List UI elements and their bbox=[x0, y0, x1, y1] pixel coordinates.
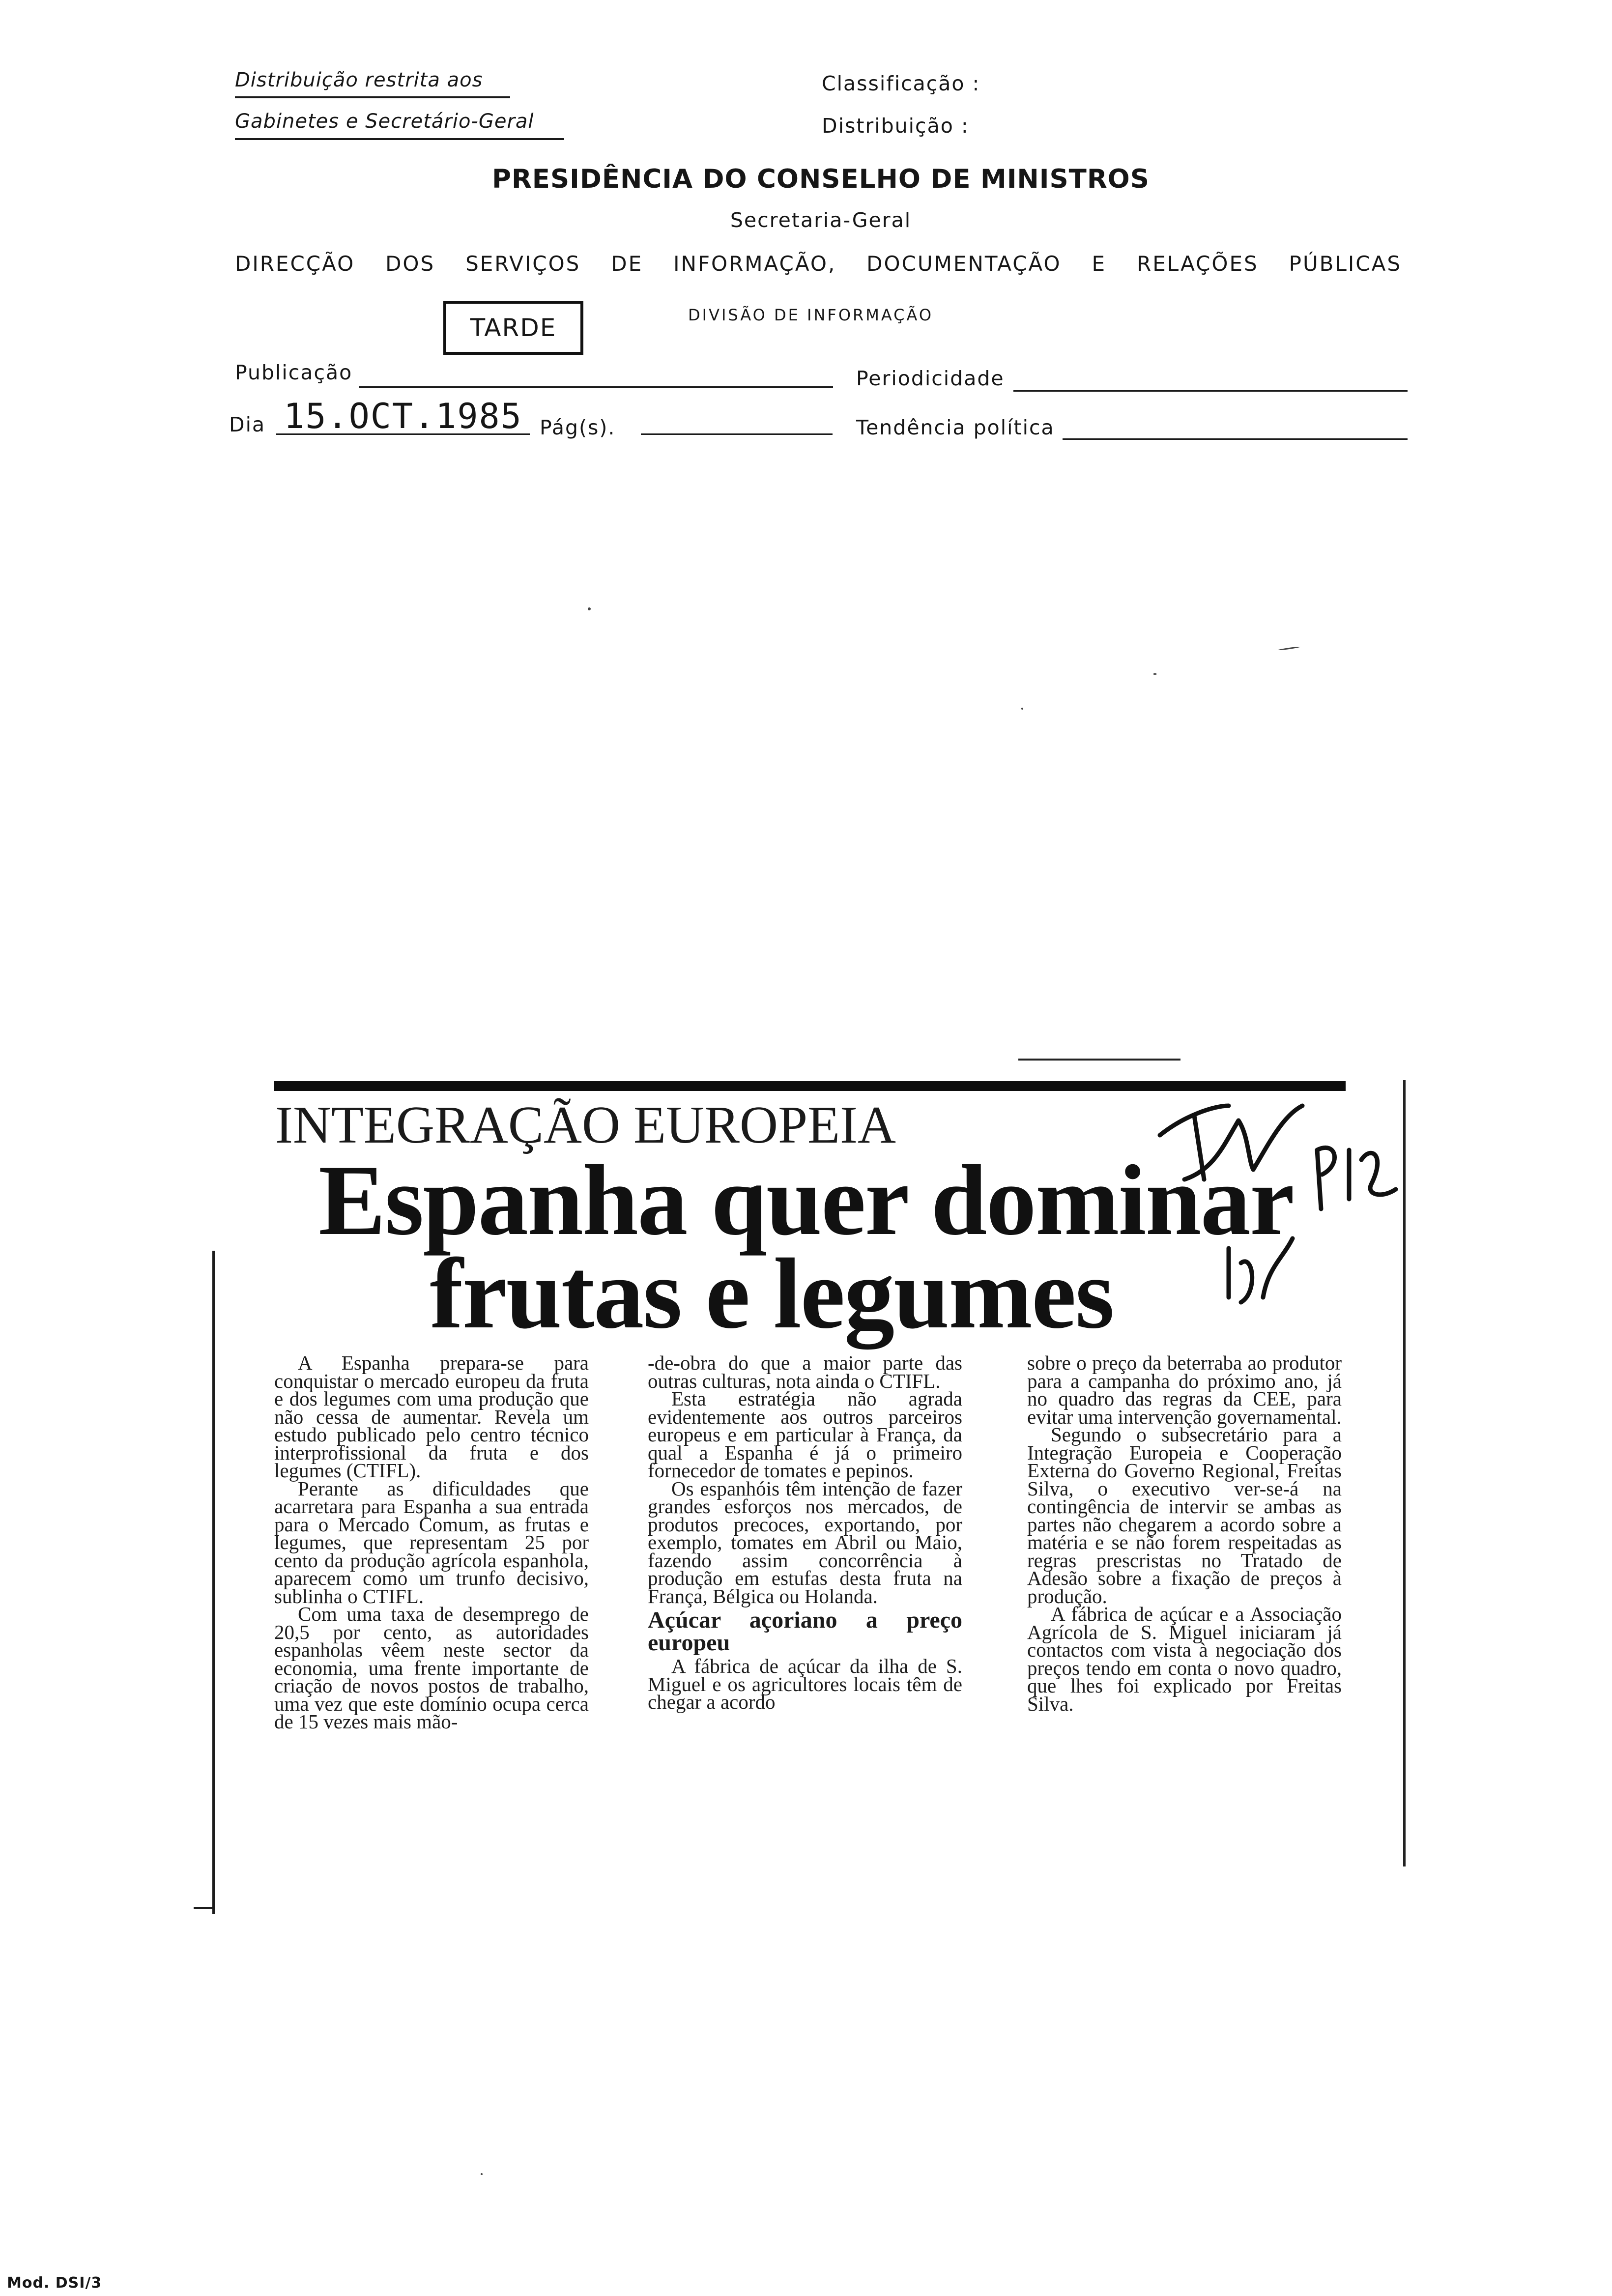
pages-field[interactable] bbox=[641, 433, 833, 435]
publication-label: Publicação bbox=[235, 361, 353, 384]
political-tendency-field[interactable] bbox=[1063, 438, 1408, 440]
directorate-title: DIRECÇÃO DOS SERVIÇOS DE INFORMAÇÃO, DOCUMENTAÇÃO E RELAÇÕES PÚBLICAS bbox=[235, 252, 1402, 276]
classification-label: Classificação : bbox=[822, 72, 980, 95]
col2-paragraph: Esta estratégia não agrada evidentemente aos outros parceiros europeus e em particular à França, da qual a Espanha é já o primeiro fornecedor de tomates e pepinos. bbox=[648, 1387, 962, 1482]
col3-paragraph: sobre o preço da beterraba ao produtor para a campanha do próximo ano, já no quadro das regras da CEE, para evitar uma intervenção governamental. bbox=[1027, 1351, 1342, 1428]
article-headline-line2: frutas e legumes bbox=[430, 1238, 1114, 1349]
department-title: Secretaria-Geral bbox=[730, 208, 912, 232]
speck bbox=[1278, 646, 1300, 651]
col3-paragraph: Segundo o subsecretário para a Integração Europeia e Cooperação Externa do Governo Regional, Freitas Silva, o executivo ver-se-á na contingência de intervir se ambas as partes não chegarem a acordo sobre a matéria e se não forem respeitadas as regras prescristas no Tratado de Adesão sobre a fixação de preços à produção. bbox=[1027, 1423, 1342, 1607]
col2-paragraph: -de-obra do que a maior parte das outras culturas, nota ainda o CTIFL. bbox=[648, 1351, 962, 1392]
col2-paragraph: Os espanhóis têm intenção de fazer grandes esforços nos mercados, de produtos precoces, exportando, por exemplo, tomates em Abril ou Maio, fazendo assim concorrência à produção em estufas desta fruta na França, Bélgica ou Holanda. bbox=[648, 1477, 962, 1607]
col2-paragraph: A fábrica de açúcar da ilha de S. Miguel e os agricultores locais têm de chegar a acordo bbox=[648, 1655, 962, 1713]
article-kicker: INTEGRAÇÃO EUROPEIA bbox=[275, 1096, 896, 1154]
stamp-text: TARDE bbox=[470, 314, 557, 342]
clip-top-thin-rule bbox=[1018, 1059, 1180, 1061]
restricted-distribution-line2: Gabinetes e Secretário-Geral bbox=[235, 110, 534, 133]
clip-left-edge bbox=[212, 1251, 215, 1914]
date-stamp: 15.OCT.1985 bbox=[284, 396, 522, 436]
periodicity-label: Periodicidade bbox=[856, 367, 1005, 390]
speck bbox=[481, 2173, 483, 2175]
article-column-2 bbox=[648, 1351, 962, 1713]
article-column-3 bbox=[1027, 1351, 1342, 1715]
article-subhead: Açúcar açoriano a preço europeu bbox=[648, 1607, 962, 1656]
col1-paragraph: A Espanha prepara-se para conquistar o mercado europeu da fruta e dos legumes com uma produção que não cessa de aumentar. Revela um estudo publicado pelo centro técnico interprofissional da fruta e dos legumes (CTIFL). bbox=[274, 1351, 589, 1482]
handwritten-annotation bbox=[1155, 1086, 1401, 1312]
article-column-1 bbox=[274, 1351, 589, 1733]
restricted-underline-2 bbox=[235, 138, 564, 140]
col3-paragraph: A fábrica de açúcar e a Associação Agrícola de S. Miguel iniciaram já contactos com vista à negociação dos preços tendo em conta o novo quadro, que lhes foi explicado por Freitas Silva. bbox=[1027, 1603, 1342, 1715]
periodicity-field[interactable] bbox=[1013, 390, 1408, 392]
speck bbox=[588, 607, 591, 610]
institution-title: PRESIDÊNCIA DO CONSELHO DE MINISTROS bbox=[492, 164, 1150, 194]
form-code: Mod. DSI/3 bbox=[7, 2274, 102, 2292]
day-label: Dia bbox=[229, 413, 266, 436]
restricted-distribution-line1: Distribuição restrita aos bbox=[235, 69, 483, 91]
speck bbox=[1153, 673, 1157, 675]
clip-corner bbox=[194, 1907, 213, 1909]
division-label: DIVISÃO DE INFORMAÇÃO bbox=[688, 306, 934, 324]
date-field[interactable] bbox=[276, 433, 530, 435]
article-headline-line1: Espanha quer dominar bbox=[318, 1145, 1294, 1256]
publication-field[interactable] bbox=[359, 386, 833, 388]
col1-paragraph: Com uma taxa de desemprego de 20,5 por cento, as autoridades espanholas vêem neste sector da economia, uma frente importante de criação de novos postos de trabalho, uma vez que este domínio ocupa cerca de 15 vezes mais mão- bbox=[274, 1603, 589, 1733]
pages-label: Pág(s). bbox=[540, 416, 616, 439]
distribution-label: Distribuição : bbox=[822, 114, 969, 138]
tarde-stamp bbox=[443, 301, 583, 355]
col1-paragraph: Perante as dificuldades que acarretara para Espanha a sua entrada para o Mercado Comum, as frutas e legumes, que representam 25 por cento da produção agrícola espanhola, aparecem como um trunfo decisivo, sublinha o CTIFL. bbox=[274, 1477, 589, 1607]
restricted-underline-1 bbox=[235, 96, 510, 98]
speck bbox=[1021, 708, 1023, 710]
political-tendency-label: Tendência política bbox=[856, 416, 1055, 439]
clip-right-edge bbox=[1403, 1080, 1406, 1866]
